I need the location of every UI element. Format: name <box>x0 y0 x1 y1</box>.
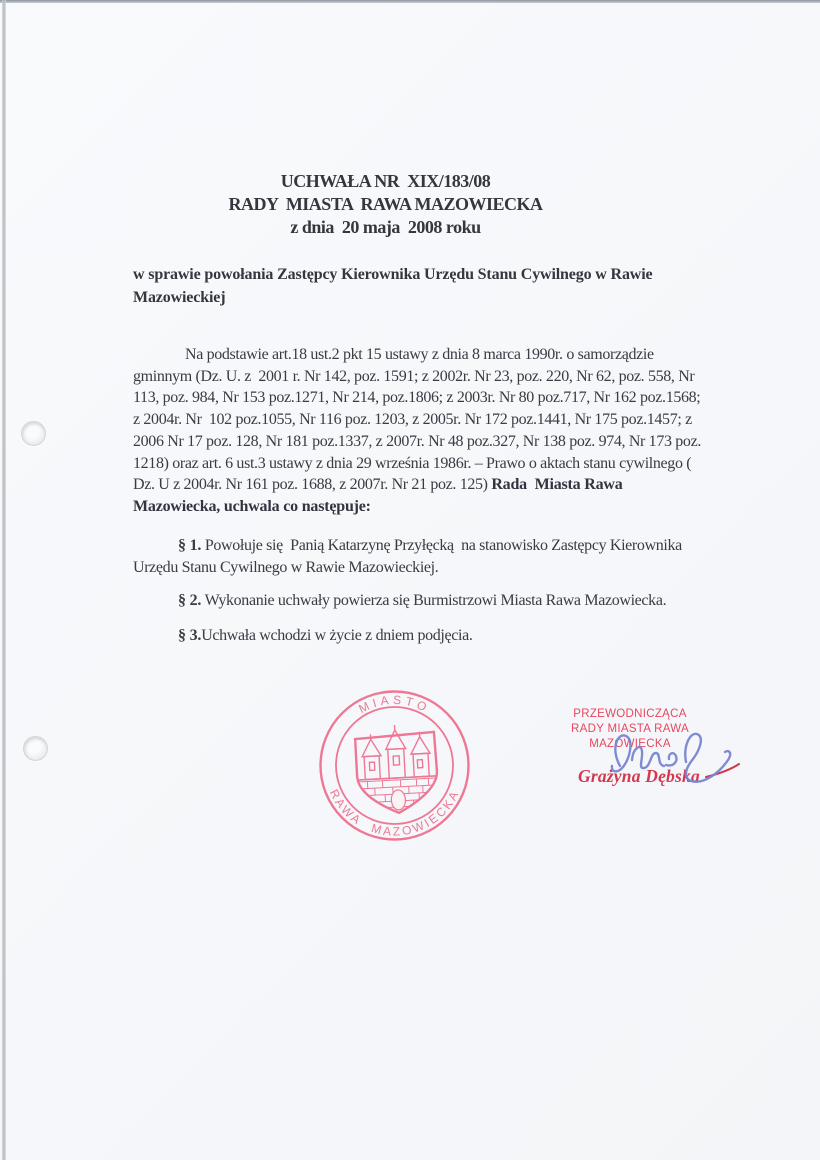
signer-role-line1: PRZEWODNICZĄCA <box>573 708 687 720</box>
section-marker: § 1. <box>178 537 202 554</box>
section-paragraph-1 <box>133 535 705 578</box>
resolution-date: z dnia 20 maja 2008 roku <box>290 217 481 237</box>
coat-of-arms <box>355 723 439 815</box>
enacting-clause: Rada Miasta Rawa Mazowiecka, uchwala co następuje: <box>133 476 627 515</box>
punch-hole-bottom <box>23 736 48 761</box>
seal-bottom-label: RAWA MAZOWIECKA <box>326 787 463 839</box>
resolution-number: UCHWAŁA NR XIX/183/08 <box>280 171 491 191</box>
seal-top-label: MIASTO <box>356 692 433 717</box>
section-text: Uchwała wchodzi w życie z dniem podjęcia. <box>201 627 473 644</box>
resolution-heading <box>133 170 638 239</box>
section-text: Wykonanie uchwały powierza się Burmistrzowi Miasta Rawa Mazowiecka. <box>201 592 667 609</box>
punch-hole-top <box>21 421 46 446</box>
scan-edge-top <box>0 0 820 3</box>
council-name: RADY MIASTA RAWA MAZOWIECKA <box>228 194 543 214</box>
section-marker: § 2. <box>178 592 202 609</box>
section-marker: § 3. <box>178 627 202 644</box>
scan-edge-left <box>2 0 6 1160</box>
signer-role-line2: RADY MIASTA RAWA MAZOWIECKA <box>571 723 689 750</box>
resolution-subject: w sprawie powołania Zastępcy Kierownika Urzędu Stanu Cywilnego w Rawie Mazowieckiej <box>133 266 653 306</box>
city-seal-stamp-icon <box>312 683 477 848</box>
handwritten-signature-icon <box>580 720 760 810</box>
section-paragraph-2 <box>133 590 705 612</box>
legal-preamble <box>133 344 703 518</box>
legal-basis-text: Na podstawie art.18 ust.2 pkt 15 ustawy z dnia 8 marca 1990r. o samorządzie gminnym (Dz. U. z 2001 r. Nr 142, poz. 1591; z 2002r. Nr 23, poz. 220, Nr 62, poz. 558, Nr 113, poz. 984, Nr 153 poz.1271, Nr 214, poz.1806; z 2003r. Nr 80 poz.717, Nr 162 poz.1568; z 2004r. Nr 102 poz.1055, Nr 116 poz. 1203, z 2005r. Nr 172 poz.1441, Nr 175 poz.1457; z 2006 Nr 17 poz. 128, Nr 181 poz.1337, z 2007r. Nr 48 poz.327, Nr 138 poz. 974, Nr 173 poz. 1218) oraz art. 6 ust.3 ustawy z dnia 29 września 1986r. – Prawo o aktach stanu cywilnego ( Dz. U z 2004r. Nr 161 poz. 1688, z 2007r. Nr 21 poz. 125) <box>133 346 705 494</box>
signer-name: Grażyna Dębska <box>578 766 700 786</box>
section-paragraph-3 <box>133 625 705 647</box>
section-text: Powołuje się Panią Katarzynę Przyłęcką na stanowisko Zastępcy Kierownika Urzędu Stanu Cywilnego w Rawie Mazowieckiej. <box>133 537 686 576</box>
